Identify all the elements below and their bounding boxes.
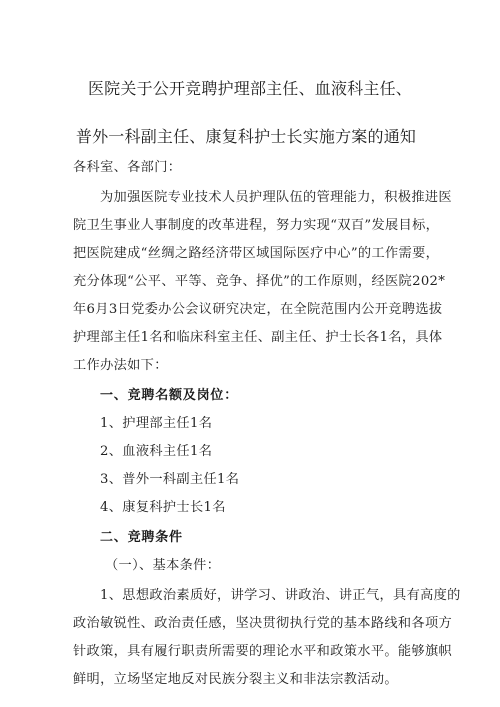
condition-1-line-3: 针政策，具有履行职责所需要的理论水平和政策水平。能够旗帜 [73, 644, 453, 659]
section-2-heading: 二、竞聘条件 [100, 530, 183, 545]
section-1-heading: 一、竞聘名额及岗位： [100, 388, 239, 403]
subsection-1-heading: （一）、基本条件： [105, 558, 221, 573]
condition-1-line-1: 1、思想政治素质好，讲学习、讲政治、讲正气，具有高度的 [100, 588, 461, 603]
intro-line-1: 为加强医院专业技术人员护理队伍的管理能力，积极推进医 [100, 190, 452, 205]
intro-line-5: 年6月3日党委办公会议研究决定，在全院范围内公开竞聘选拔 [73, 302, 443, 317]
intro-line-2: 院卫生事业人事制度的改革进程，努力实现“双百”发展目标， [73, 218, 440, 233]
intro-line-3: 把医院建成“丝绸之路经济带区域国际医疗中心”的工作需要， [73, 246, 440, 261]
position-item-4: 4、康复科护士长1名 [100, 500, 226, 515]
position-item-1: 1、护理部主任1名 [100, 416, 213, 431]
document-title-line-1: 医院关于公开竞聘护理部主任、血液科主任、 [87, 79, 412, 98]
salutation: 各科室、各部门： [73, 160, 182, 175]
position-item-3: 3、普外一科副主任1名 [100, 472, 240, 487]
document-title-line-2: 普外一科副主任、康复科护士长实施方案的通知 [75, 127, 417, 146]
condition-1-line-2: 政治敏锐性、政治责任感，坚决贯彻执行党的基本路线和各项方 [73, 616, 453, 631]
intro-line-6: 护理部主任1名和临床科室主任、副主任、护士长各1名，具体 [73, 330, 443, 345]
intro-line-4: 充分体现“公平、平等、竞争、择优”的工作原则，经医院202* [73, 274, 446, 289]
condition-1-line-4: 鲜明，立场坚定地反对民族分裂主义和非法宗教活动。 [73, 672, 398, 687]
intro-line-7: 工作办法如下： [73, 358, 168, 373]
position-item-2: 2、血液科主任1名 [100, 444, 213, 459]
